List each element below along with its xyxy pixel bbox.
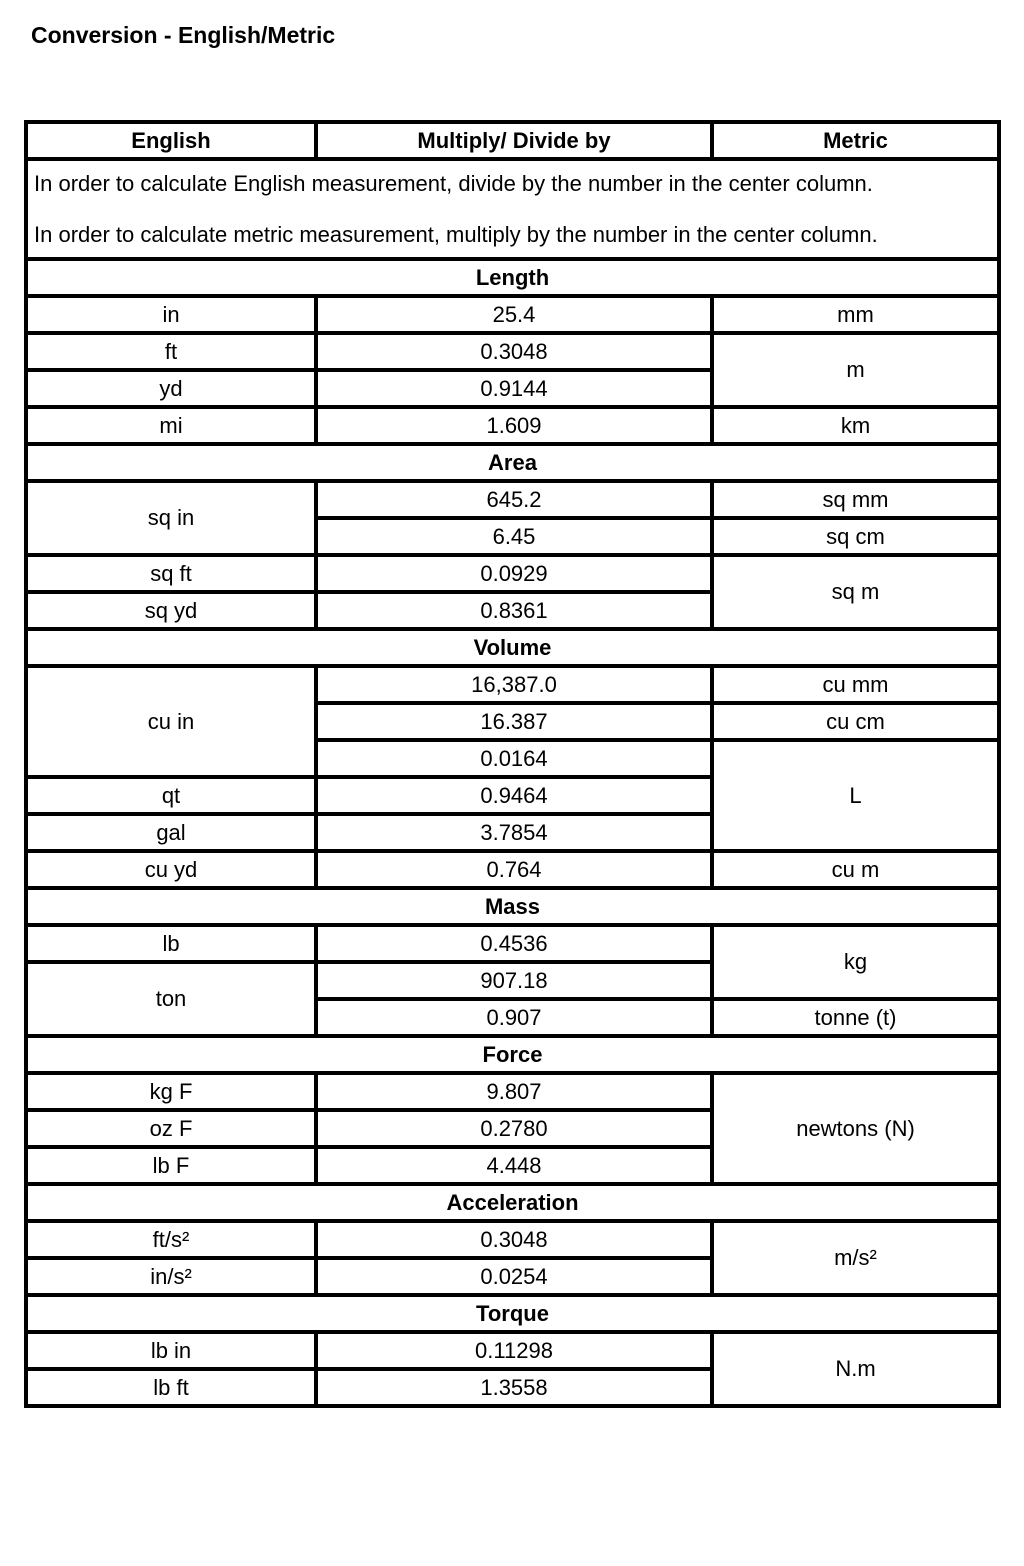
- section-row: [26, 888, 999, 925]
- section-row: [26, 444, 999, 481]
- instructions-cell: [26, 159, 999, 259]
- section-mass: Mass: [26, 888, 999, 925]
- metric-unit: cu mm: [712, 666, 999, 703]
- factor-value: 0.764: [316, 851, 712, 888]
- english-unit: yd: [26, 370, 316, 407]
- factor-value: 16.387: [316, 703, 712, 740]
- table-row: [26, 407, 999, 444]
- english-unit: gal: [26, 814, 316, 851]
- metric-unit: m: [712, 333, 999, 407]
- factor-value: 645.2: [316, 481, 712, 518]
- section-row: [26, 259, 999, 296]
- factor-value: 25.4: [316, 296, 712, 333]
- english-unit: kg F: [26, 1073, 316, 1110]
- table-row: [26, 925, 999, 962]
- english-unit: sq yd: [26, 592, 316, 629]
- factor-value: 0.3048: [316, 1221, 712, 1258]
- english-unit: lb F: [26, 1147, 316, 1184]
- metric-unit: sq m: [712, 555, 999, 629]
- table-row: [26, 481, 999, 518]
- factor-value: 4.448: [316, 1147, 712, 1184]
- metric-unit: cu m: [712, 851, 999, 888]
- section-acceleration: Acceleration: [26, 1184, 999, 1221]
- factor-value: 0.2780: [316, 1110, 712, 1147]
- english-unit: lb: [26, 925, 316, 962]
- metric-unit: sq mm: [712, 481, 999, 518]
- english-unit: in: [26, 296, 316, 333]
- english-unit: cu yd: [26, 851, 316, 888]
- english-unit: in/s²: [26, 1258, 316, 1295]
- header-row: [26, 122, 999, 159]
- section-volume: Volume: [26, 629, 999, 666]
- factor-value: 0.0254: [316, 1258, 712, 1295]
- english-unit: cu in: [26, 666, 316, 777]
- metric-unit: L: [712, 740, 999, 851]
- instruction-english: In order to calculate English measurement, divide by the number in the center column.: [34, 171, 873, 196]
- metric-unit: m/s²: [712, 1221, 999, 1295]
- conversion-table: [24, 120, 1001, 1408]
- section-row: [26, 629, 999, 666]
- metric-unit: tonne (t): [712, 999, 999, 1036]
- instruction-metric: In order to calculate metric measurement, multiply by the number in the center column.: [34, 222, 878, 247]
- factor-value: 0.11298: [316, 1332, 712, 1369]
- english-unit: oz F: [26, 1110, 316, 1147]
- english-unit: sq in: [26, 481, 316, 555]
- metric-unit: newtons (N): [712, 1073, 999, 1184]
- factor-value: 0.8361: [316, 592, 712, 629]
- factor-value: 0.9464: [316, 777, 712, 814]
- table-row: [26, 1073, 999, 1110]
- factor-value: 6.45: [316, 518, 712, 555]
- factor-value: 0.3048: [316, 333, 712, 370]
- table-row: [26, 333, 999, 370]
- section-torque: Torque: [26, 1295, 999, 1332]
- english-unit: ft: [26, 333, 316, 370]
- metric-unit: km: [712, 407, 999, 444]
- factor-value: 0.0164: [316, 740, 712, 777]
- table-row: [26, 555, 999, 592]
- section-row: [26, 1184, 999, 1221]
- table-row: [26, 666, 999, 703]
- metric-unit: cu cm: [712, 703, 999, 740]
- table-row: [26, 1221, 999, 1258]
- english-unit: lb ft: [26, 1369, 316, 1406]
- header-factor: Multiply/ Divide by: [316, 122, 712, 159]
- section-row: [26, 1036, 999, 1073]
- english-unit: lb in: [26, 1332, 316, 1369]
- table-row: [26, 851, 999, 888]
- page-title: Conversion - English/Metric: [31, 22, 336, 48]
- factor-value: 1.3558: [316, 1369, 712, 1406]
- factor-value: 9.807: [316, 1073, 712, 1110]
- section-length: Length: [26, 259, 999, 296]
- section-area: Area: [26, 444, 999, 481]
- instructions-row: [26, 159, 999, 259]
- table-row: [26, 1332, 999, 1369]
- factor-value: 1.609: [316, 407, 712, 444]
- english-unit: mi: [26, 407, 316, 444]
- table-row: [26, 296, 999, 333]
- factor-value: 16,387.0: [316, 666, 712, 703]
- metric-unit: kg: [712, 925, 999, 999]
- section-force: Force: [26, 1036, 999, 1073]
- english-unit: ft/s²: [26, 1221, 316, 1258]
- factor-value: 0.907: [316, 999, 712, 1036]
- factor-value: 0.4536: [316, 925, 712, 962]
- metric-unit: mm: [712, 296, 999, 333]
- metric-unit: sq cm: [712, 518, 999, 555]
- header-metric: Metric: [712, 122, 999, 159]
- factor-value: 0.0929: [316, 555, 712, 592]
- section-row: [26, 1295, 999, 1332]
- metric-unit: N.m: [712, 1332, 999, 1406]
- header-english: English: [26, 122, 316, 159]
- english-unit: ton: [26, 962, 316, 1036]
- factor-value: 3.7854: [316, 814, 712, 851]
- english-unit: sq ft: [26, 555, 316, 592]
- factor-value: 907.18: [316, 962, 712, 999]
- english-unit: qt: [26, 777, 316, 814]
- factor-value: 0.9144: [316, 370, 712, 407]
